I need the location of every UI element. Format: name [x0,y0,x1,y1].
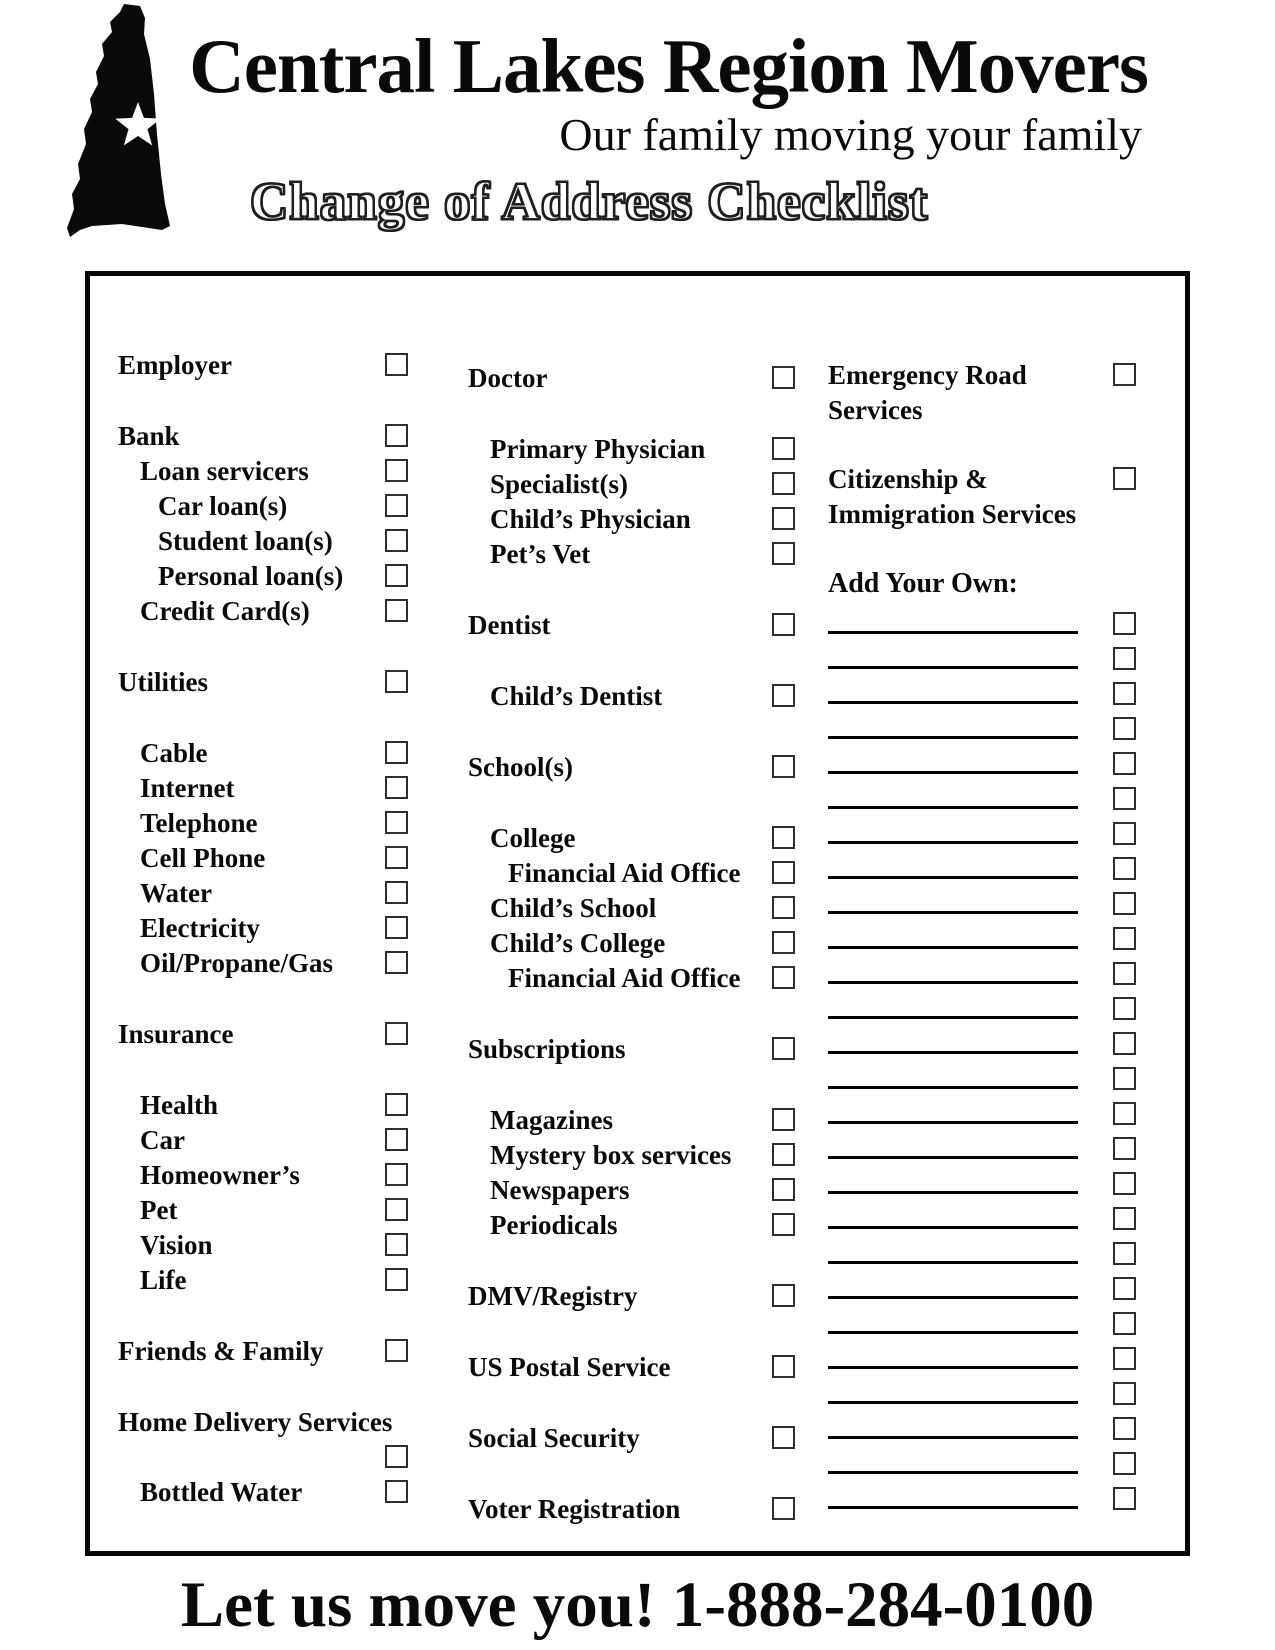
item-checkbox[interactable] [385,881,408,904]
item-checkbox[interactable] [772,1426,795,1449]
item-label: Health [140,1090,218,1120]
item-checkbox[interactable] [385,916,408,939]
item-checkbox[interactable] [772,755,795,778]
item-checkbox[interactable] [772,472,795,495]
blank-write-in-line[interactable] [828,1156,1078,1159]
add-your-own-row [828,1202,1190,1237]
item-label: Home Delivery Services [118,1407,393,1437]
item-checkbox[interactable] [385,811,408,834]
blank-write-in-line[interactable] [828,1506,1078,1509]
blank-write-in-line[interactable] [828,771,1078,774]
item-label: Emergency Road Services [828,360,1027,425]
item-checkbox[interactable] [385,599,408,622]
item-checkbox[interactable] [385,1022,408,1045]
add-your-own-row [828,747,1190,782]
item-label: Primary Physician [490,434,706,464]
blank-write-in-line[interactable] [828,876,1078,879]
item-checkbox[interactable] [1113,1277,1136,1300]
item-checkbox[interactable] [1113,822,1136,845]
item-checkbox[interactable] [1113,1032,1136,1055]
add-your-own-row [828,1237,1190,1272]
item-label: Cell Phone [140,843,266,873]
item-checkbox[interactable] [1113,927,1136,950]
item-label: Magazines [490,1105,613,1135]
item-checkbox[interactable] [1113,1067,1136,1090]
item-checkbox[interactable] [1113,1452,1136,1475]
item-checkbox[interactable] [772,861,795,884]
item-checkbox[interactable] [1113,363,1136,386]
item-label: Insurance [118,1019,234,1049]
item-label: Cable [140,738,208,768]
checklist-item [828,462,1190,532]
add-your-own-row [828,992,1190,1027]
add-your-own-row [828,1097,1190,1132]
blank-write-in-line[interactable] [828,1331,1078,1334]
item-checkbox[interactable] [385,459,408,482]
blank-write-in-line[interactable] [828,1226,1078,1229]
add-your-own-list [828,607,1190,1517]
add-your-own-row [828,1027,1190,1062]
item-checkbox[interactable] [772,1037,795,1060]
item-checkbox[interactable] [1113,682,1136,705]
item-label: Electricity [140,913,260,943]
item-label: Life [140,1265,187,1295]
item-checkbox[interactable] [1113,1382,1136,1405]
item-checkbox[interactable] [1113,1417,1136,1440]
item-label: Social Security [468,1423,640,1453]
item-checkbox[interactable] [1113,1207,1136,1230]
item-checkbox[interactable] [385,529,408,552]
blank-write-in-line[interactable] [828,1051,1078,1054]
item-label: Utilities [118,667,208,697]
item-label: Financial Aid Office [508,963,741,993]
item-label: Dentist [468,610,551,640]
item-checkbox[interactable] [772,966,795,989]
item-checkbox[interactable] [1113,752,1136,775]
item-label: Car [140,1125,185,1155]
item-label: US Postal Service [468,1352,671,1382]
item-checkbox[interactable] [1113,612,1136,635]
item-checkbox[interactable] [385,353,408,376]
add-your-own-row [828,677,1190,712]
doc-title: Change of Address Checklist [250,173,929,231]
item-label: School(s) [468,752,574,782]
item-checkbox[interactable] [385,564,408,587]
item-checkbox[interactable] [1113,962,1136,985]
blank-write-in-line[interactable] [828,1086,1078,1089]
add-your-own-heading [828,566,1190,601]
item-checkbox[interactable] [385,424,408,447]
item-checkbox[interactable] [772,1143,795,1166]
add-your-own-row [828,1307,1190,1342]
item-checkbox[interactable] [1113,857,1136,880]
item-checkbox[interactable] [385,1163,408,1186]
item-checkbox[interactable] [385,951,408,974]
item-checkbox[interactable] [385,1480,408,1503]
add-your-own-row [828,1412,1190,1447]
item-checkbox[interactable] [1113,892,1136,915]
item-label: Periodicals [490,1210,618,1240]
item-checkbox[interactable] [385,1128,408,1151]
item-checkbox[interactable] [772,1284,795,1307]
checklist-item [828,358,1190,428]
item-checkbox[interactable] [385,1093,408,1116]
item-label: Child’s School [490,893,657,923]
checklist-column-3 [828,358,1190,1517]
add-your-own-row [828,1132,1190,1167]
add-your-own-row [828,1377,1190,1412]
item-label: Telephone [140,808,258,838]
item-checkbox[interactable] [1113,1312,1136,1335]
new-hampshire-state-logo [62,4,192,237]
item-label: Specialist(s) [490,469,628,499]
blank-write-in-line[interactable] [828,1191,1078,1194]
item-checkbox[interactable] [772,437,795,460]
item-label: Mystery box services [490,1140,732,1170]
item-checkbox[interactable] [1113,467,1136,490]
add-your-own-row [828,957,1190,992]
item-checkbox[interactable] [772,542,795,565]
blank-write-in-line[interactable] [828,736,1078,739]
add-your-own-row [828,1342,1190,1377]
item-label: Child’s Dentist [490,681,663,711]
item-label: Vision [140,1230,213,1260]
item-checkbox[interactable] [385,670,408,693]
item-checkbox[interactable] [772,1497,795,1520]
item-checkbox[interactable] [772,366,795,389]
item-checkbox[interactable] [772,613,795,636]
blank-write-in-line[interactable] [828,631,1078,634]
item-label: Child’s Physician [490,504,691,534]
item-checkbox[interactable] [1113,1172,1136,1195]
item-label: Bottled Water [140,1477,303,1507]
item-label: Student loan(s) [158,526,333,556]
item-checkbox[interactable] [1113,717,1136,740]
item-label: Oil/Propane/Gas [140,948,334,978]
item-checkbox[interactable] [1113,787,1136,810]
blank-write-in-line[interactable] [828,1401,1078,1404]
add-your-own-row [828,1482,1190,1517]
item-checkbox[interactable] [1113,1242,1136,1265]
item-checkbox[interactable] [772,507,795,530]
item-checkbox[interactable] [772,1355,795,1378]
item-label: Voter Registration [468,1494,681,1524]
blank-write-in-line[interactable] [828,1366,1078,1369]
item-label: Financial Aid Office [508,858,741,888]
item-label: DMV/Registry [468,1281,638,1311]
item-checkbox[interactable] [1113,647,1136,670]
blank-write-in-line[interactable] [828,946,1078,949]
brand-tagline: Our family moving your family [559,109,1142,160]
item-label: College [490,823,576,853]
item-label: Pet [140,1195,178,1225]
item-checkbox[interactable] [772,684,795,707]
item-label: Child’s College [490,928,666,958]
blank-write-in-line[interactable] [828,1121,1078,1124]
blank-write-in-line[interactable] [828,1471,1078,1474]
add-your-own-row [828,1062,1190,1097]
item-label: Homeowner’s [140,1160,300,1190]
item-checkbox[interactable] [772,931,795,954]
add-your-own-row [828,887,1190,922]
blank-write-in-line[interactable] [828,1261,1078,1264]
item-checkbox[interactable] [385,1339,408,1362]
item-checkbox[interactable] [772,1108,795,1131]
item-label: Add Your Own: [828,568,1018,599]
blank-write-in-line[interactable] [828,1296,1078,1299]
item-checkbox[interactable] [772,1213,795,1236]
item-label: Doctor [468,363,548,393]
item-checkbox[interactable] [385,1198,408,1221]
item-label: Subscriptions [468,1034,626,1064]
blank-write-in-line[interactable] [828,841,1078,844]
item-checkbox[interactable] [385,776,408,799]
add-your-own-row [828,1272,1190,1307]
item-checkbox[interactable] [385,1268,408,1291]
item-checkbox[interactable] [1113,997,1136,1020]
blank-write-in-line[interactable] [828,981,1078,984]
item-label: Credit Card(s) [140,596,310,626]
item-checkbox[interactable] [772,896,795,919]
item-label: Internet [140,773,235,803]
item-label: Newspapers [490,1175,630,1205]
item-checkbox[interactable] [1113,1487,1136,1510]
item-label: Car loan(s) [158,491,288,521]
item-label: Bank [118,421,180,451]
add-your-own-row [828,817,1190,852]
footer-slogan: Let us move you! 1-888-284-0100 [180,1569,1095,1641]
item-label: Citizenship & Immigration Services [828,464,1077,529]
blank-write-in-line[interactable] [828,666,1078,669]
item-checkbox[interactable] [385,846,408,869]
item-checkbox[interactable] [1113,1102,1136,1125]
add-your-own-row [828,1167,1190,1202]
item-label: Pet’s Vet [490,539,591,569]
blank-write-in-line[interactable] [828,1016,1078,1019]
add-your-own-row [828,642,1190,677]
item-checkbox[interactable] [772,1178,795,1201]
item-label: Friends & Family [118,1336,324,1366]
item-checkbox[interactable] [385,1445,408,1468]
item-checkbox[interactable] [1113,1347,1136,1370]
item-label: Employer [118,350,232,380]
blank-write-in-line[interactable] [828,701,1078,704]
blank-write-in-line[interactable] [828,911,1078,914]
item-checkbox[interactable] [385,1233,408,1256]
blank-write-in-line[interactable] [828,1436,1078,1439]
item-checkbox[interactable] [385,494,408,517]
item-checkbox[interactable] [385,741,408,764]
add-your-own-row [828,922,1190,957]
add-your-own-row [828,852,1190,887]
item-checkbox[interactable] [772,826,795,849]
add-your-own-row [828,607,1190,642]
brand-title: Central Lakes Region Movers [189,23,1148,109]
add-your-own-row [828,782,1190,817]
item-label: Loan servicers [140,456,309,486]
add-your-own-row [828,1447,1190,1482]
item-checkbox[interactable] [1113,1137,1136,1160]
item-label: Personal loan(s) [158,561,344,591]
item-label: Water [140,878,212,908]
add-your-own-row [828,712,1190,747]
blank-write-in-line[interactable] [828,806,1078,809]
